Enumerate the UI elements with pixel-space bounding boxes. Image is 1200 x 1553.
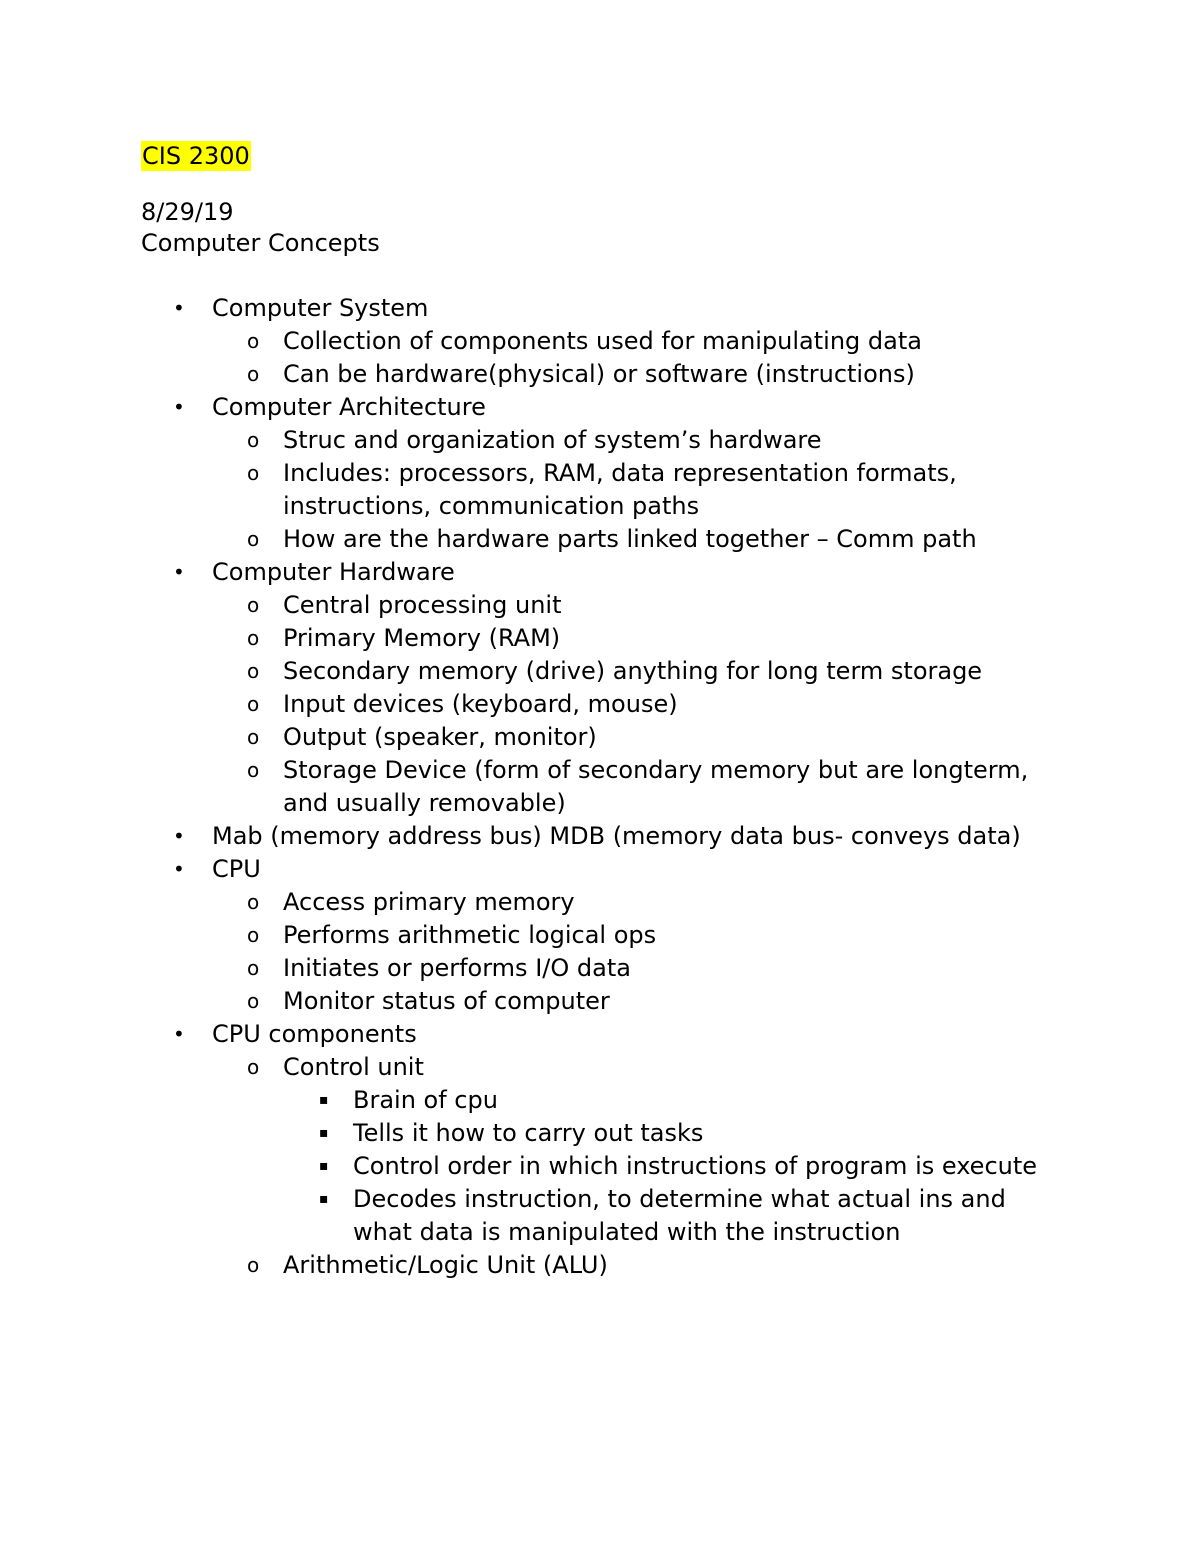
- note-item-level-2: [0, 523, 1063, 556]
- note-text: Input devices (keyboard, mouse): [283, 690, 678, 718]
- note-text: CPU components: [212, 1020, 417, 1048]
- note-item-level-1: [0, 292, 1062, 325]
- circle-marker-icon: o: [247, 659, 260, 683]
- circle-marker-icon: o: [247, 923, 260, 947]
- circle-marker-icon: o: [247, 758, 260, 782]
- circle-marker-icon: o: [247, 725, 260, 749]
- note-text: Access primary memory: [283, 888, 575, 916]
- note-item-level-2: [0, 754, 1063, 820]
- bullet-marker-icon: •: [173, 857, 185, 881]
- circle-marker-icon: o: [247, 362, 260, 386]
- circle-marker-icon: o: [247, 428, 260, 452]
- square-marker-icon: ▪: [319, 1092, 329, 1108]
- note-text: Collection of components used for manipulating data: [283, 327, 922, 355]
- note-item-level-1: [0, 1018, 1062, 1051]
- note-item-level-2: [0, 721, 1063, 754]
- square-marker-icon: ▪: [319, 1125, 329, 1141]
- circle-marker-icon: o: [247, 527, 260, 551]
- note-text: Mab (memory address bus) MDB (memory data bus- conveys data): [212, 822, 1021, 850]
- note-text: Computer System: [212, 294, 429, 322]
- circle-marker-icon: o: [247, 626, 260, 650]
- note-item-level-2: [0, 688, 1063, 721]
- note-text: Central processing unit: [283, 591, 562, 619]
- circle-marker-icon: o: [247, 593, 260, 617]
- note-item-level-3: [0, 1084, 1053, 1117]
- circle-marker-icon: o: [247, 1055, 260, 1079]
- note-text: Primary Memory (RAM): [283, 624, 561, 652]
- note-item-level-2: [0, 1249, 1063, 1282]
- note-text: Arithmetic/Logic Unit (ALU): [283, 1251, 608, 1279]
- circle-marker-icon: o: [247, 890, 260, 914]
- note-item-level-1: [0, 556, 1062, 589]
- note-item-level-2: [0, 424, 1063, 457]
- square-marker-icon: ▪: [319, 1158, 329, 1174]
- note-text: Storage Device (form of secondary memory but are longterm, and usually removable): [283, 756, 1029, 817]
- note-item-level-1: [0, 820, 1062, 853]
- circle-marker-icon: o: [247, 1253, 260, 1277]
- note-text: Control order in which instructions of program is execute: [353, 1152, 1038, 1180]
- square-marker-icon: ▪: [319, 1191, 329, 1207]
- topic-title: Computer Concepts: [141, 229, 380, 257]
- note-item-level-2: [0, 325, 1063, 358]
- course-title: CIS 2300: [142, 142, 250, 170]
- note-text: Initiates or performs I/O data: [283, 954, 631, 982]
- note-item-level-3: [0, 1183, 1053, 1249]
- note-item-level-3: [0, 1117, 1053, 1150]
- note-text: How are the hardware parts linked together – Comm path: [283, 525, 977, 553]
- circle-marker-icon: o: [247, 956, 260, 980]
- bullet-marker-icon: •: [173, 824, 185, 848]
- notes-list: [0, 292, 1200, 1282]
- note-text: Secondary memory (drive) anything for long term storage: [283, 657, 983, 685]
- note-item-level-2: [0, 655, 1063, 688]
- note-item-level-2: [0, 886, 1063, 919]
- note-text: Output (speaker, monitor): [283, 723, 597, 751]
- note-date: 8/29/19: [141, 198, 234, 226]
- note-text: Performs arithmetic logical ops: [283, 921, 657, 949]
- note-item-level-1: [0, 853, 1062, 886]
- bullet-marker-icon: •: [173, 560, 185, 584]
- note-text: Struc and organization of system’s hardware: [283, 426, 822, 454]
- note-item-level-2: [0, 622, 1063, 655]
- note-text: Computer Hardware: [212, 558, 455, 586]
- note-text: Tells it how to carry out tasks: [353, 1119, 704, 1147]
- note-item-level-2: [0, 985, 1063, 1018]
- note-text: CPU: [212, 855, 261, 883]
- note-text: Decodes instruction, to determine what actual ins and what data is manipulated with the instruction: [353, 1185, 1006, 1246]
- note-item-level-1: [0, 391, 1062, 424]
- bullet-marker-icon: •: [173, 296, 185, 320]
- bullet-marker-icon: •: [173, 395, 185, 419]
- note-item-level-2: [0, 358, 1063, 391]
- note-text: Includes: processors, RAM, data representation formats, instructions, communication paths: [283, 459, 957, 520]
- note-item-level-2: [0, 457, 1063, 523]
- note-item-level-2: [0, 919, 1063, 952]
- note-text: Monitor status of computer: [283, 987, 610, 1015]
- circle-marker-icon: o: [247, 692, 260, 716]
- circle-marker-icon: o: [247, 989, 260, 1013]
- note-item-level-2: [0, 952, 1063, 985]
- note-text: Brain of cpu: [353, 1086, 498, 1114]
- note-text: Can be hardware(physical) or software (instructions): [283, 360, 915, 388]
- circle-marker-icon: o: [247, 461, 260, 485]
- note-item-level-2: [0, 1051, 1063, 1084]
- note-item-level-2: [0, 589, 1063, 622]
- note-text: Computer Architecture: [212, 393, 486, 421]
- circle-marker-icon: o: [247, 329, 260, 353]
- bullet-marker-icon: •: [173, 1022, 185, 1046]
- note-item-level-3: [0, 1150, 1053, 1183]
- note-text: Control unit: [283, 1053, 424, 1081]
